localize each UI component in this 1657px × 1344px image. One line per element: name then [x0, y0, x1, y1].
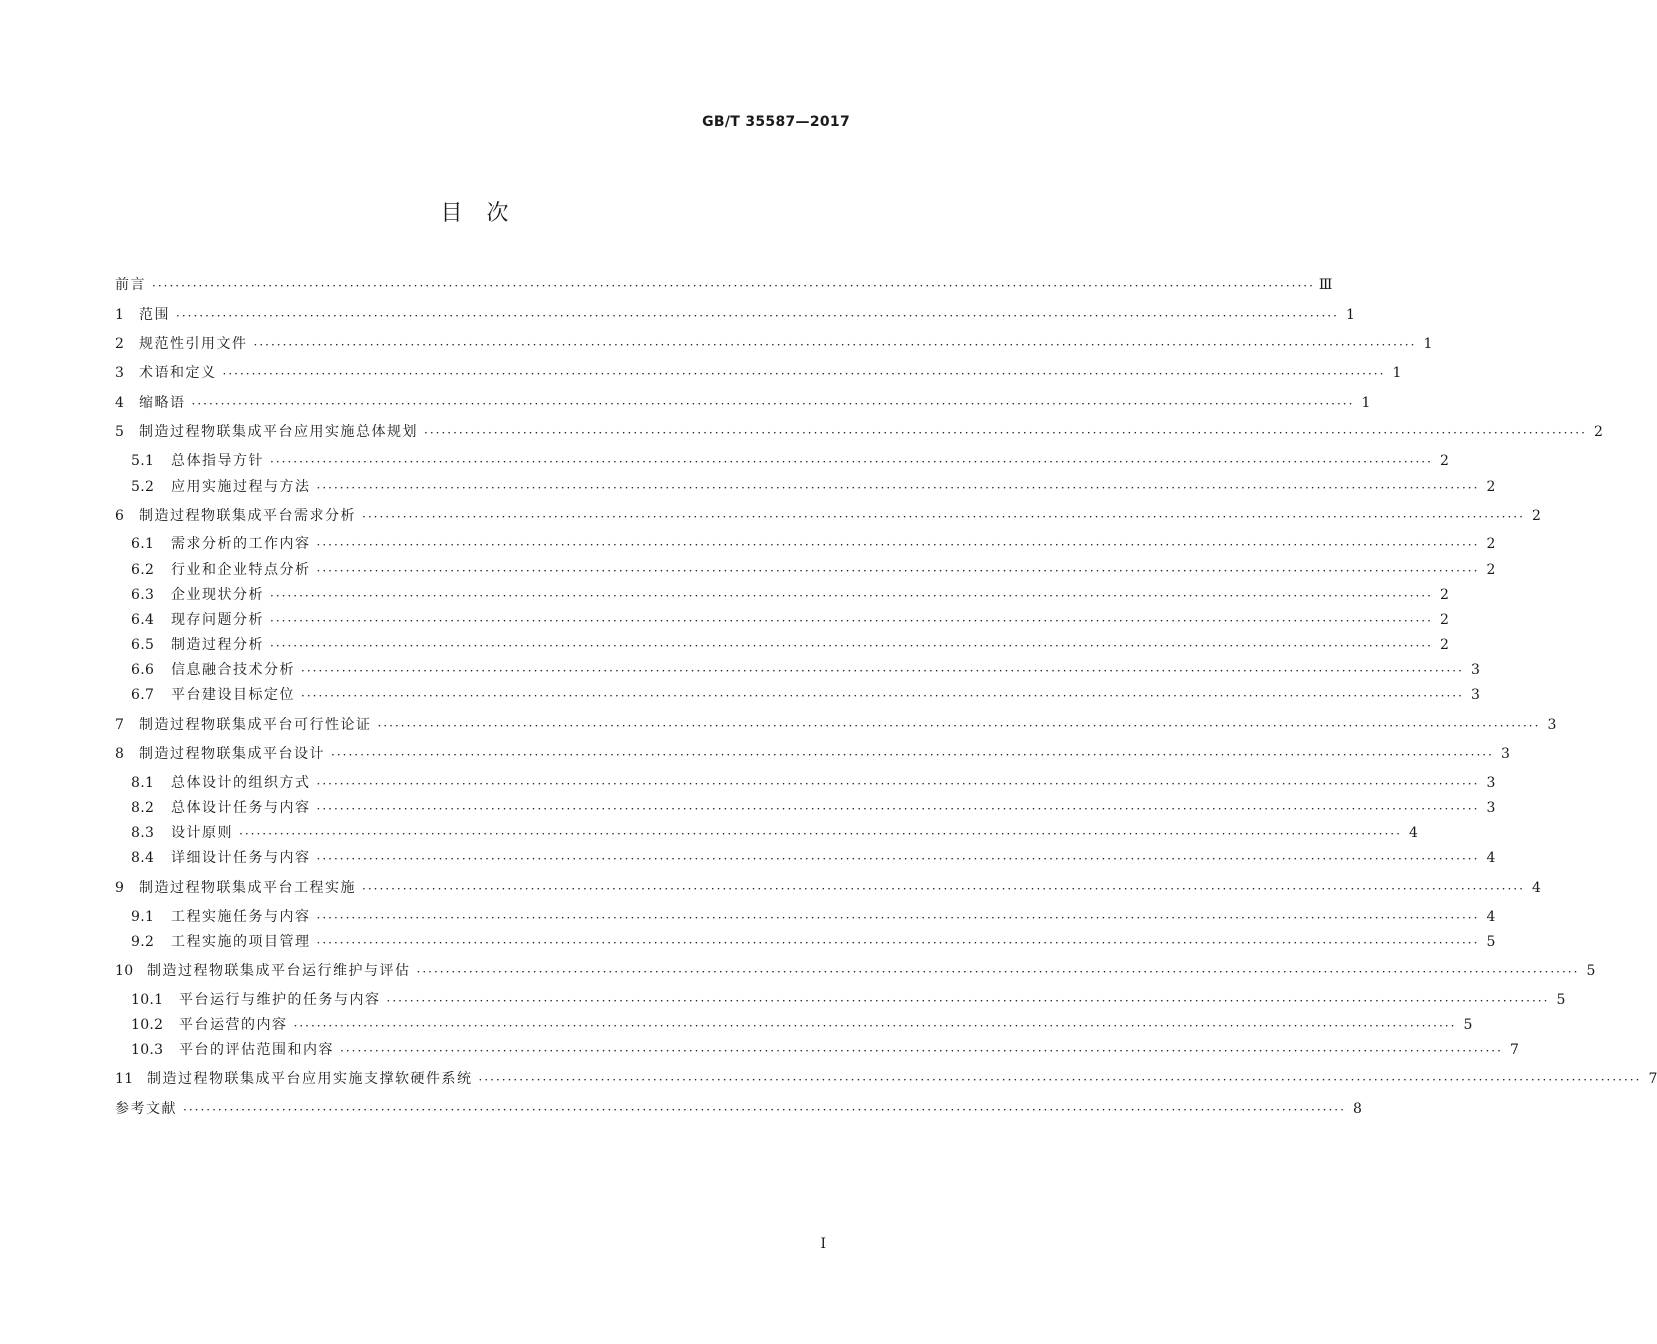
dot-leader: ········································································································································································································: [386, 994, 1550, 1008]
toc-entry-label: 需求分析的工作内容: [171, 536, 311, 552]
toc-entry[interactable]: [131, 474, 1496, 496]
toc-entry-page: 7: [1648, 1071, 1657, 1087]
toc-entry-number: 8.1: [131, 775, 155, 791]
dot-leader: ········································································································································································································: [316, 538, 1480, 552]
toc-entry-page: 3: [1470, 662, 1480, 678]
toc-entry-label: 平台运行与维护的任务与内容: [179, 992, 381, 1008]
standard-code: GB/T 35587—2017: [702, 114, 850, 130]
dot-leader: ········································································································································································································: [270, 455, 1433, 469]
dot-leader: ········································································································································································································: [239, 827, 1402, 841]
dot-leader: ········································································································································································································: [270, 589, 1433, 603]
toc-entry-number: 9.1: [131, 909, 155, 925]
toc-entry-number: 2: [115, 336, 125, 352]
toc-entry[interactable]: [115, 503, 1541, 525]
toc-entry-page: 5: [1556, 992, 1566, 1008]
toc-title: 目 次: [440, 201, 510, 226]
toc-entry-label: 前言: [115, 277, 146, 293]
dot-leader: ········································································································································································································: [222, 367, 1386, 381]
toc-entry-number: 10.1: [131, 992, 164, 1008]
toc-entry[interactable]: [115, 272, 1333, 294]
toc-entry[interactable]: [115, 419, 1603, 441]
toc-entry-label: 制造过程物联集成平台运行维护与评估: [147, 963, 411, 979]
dot-leader: ········································································································································································································: [316, 777, 1480, 791]
dot-leader: ········································································································································································································: [424, 426, 1587, 440]
toc-entry-label: 行业和企业特点分析: [171, 562, 311, 578]
toc-entry-page: 4: [1486, 909, 1496, 925]
toc-entry[interactable]: [131, 904, 1496, 926]
toc-entry-number: 11: [115, 1071, 134, 1087]
toc-entry-page: 4: [1408, 825, 1418, 841]
toc-entry-label: 工程实施的项目管理: [171, 934, 311, 950]
toc-entry[interactable]: [131, 657, 1480, 679]
toc-entry-label: 参考文献: [115, 1101, 177, 1117]
toc-entry-number: 5: [115, 424, 125, 440]
toc-entry[interactable]: [115, 360, 1402, 382]
toc-entry[interactable]: [131, 607, 1449, 629]
dot-leader: ········································································································································································································: [301, 664, 1464, 678]
toc-entry-label: 缩略语: [139, 395, 186, 411]
toc-entry-number: 7: [115, 717, 125, 733]
toc-entry-label: 现存问题分析: [171, 612, 264, 628]
toc-entry-label: 平台的评估范围和内容: [179, 1042, 334, 1058]
dot-leader: ········································································································································································································: [253, 338, 1417, 352]
toc-entry-page: 2: [1439, 612, 1449, 628]
toc-entry-number: 5.2: [131, 479, 155, 495]
dot-leader: ········································································································································································································: [331, 748, 1494, 762]
toc-entry[interactable]: [115, 712, 1557, 734]
dot-leader: ········································································································································································································: [316, 911, 1480, 925]
toc-entry[interactable]: [115, 741, 1510, 763]
toc-entry-number: 6.6: [131, 662, 155, 678]
dot-leader: ········································································································································································································: [270, 639, 1433, 653]
toc-entry[interactable]: [131, 987, 1566, 1009]
page-number: I: [820, 1236, 826, 1252]
toc-entry-page: 2: [1439, 587, 1449, 603]
toc-entry-label: 制造过程分析: [171, 637, 264, 653]
toc-entry-number: 6.4: [131, 612, 155, 628]
toc-entry-label: 总体设计任务与内容: [171, 800, 311, 816]
toc-entry-label: 总体设计的组织方式: [171, 775, 311, 791]
dot-leader: ········································································································································································································: [270, 614, 1433, 628]
toc-entry-number: 10: [115, 963, 134, 979]
dot-leader: ········································································································································································································: [191, 397, 1355, 411]
toc-entry[interactable]: [131, 1012, 1473, 1034]
toc-entry-page: 3: [1486, 800, 1496, 816]
toc-entry-number: 8.2: [131, 800, 155, 816]
toc-entry[interactable]: [131, 845, 1496, 867]
toc-entry-number: 10.2: [131, 1017, 164, 1033]
toc-entry-page: 3: [1486, 775, 1496, 791]
toc-entry-label: 信息融合技术分析: [171, 662, 295, 678]
toc-entry-label: 企业现状分析: [171, 587, 264, 603]
toc-entry-label: 范围: [139, 307, 170, 323]
toc-entry[interactable]: [115, 390, 1371, 412]
toc-entry-number: 6.3: [131, 587, 155, 603]
toc-entry-number: 9: [115, 880, 125, 896]
toc-entry-number: 6.5: [131, 637, 155, 653]
toc-entry[interactable]: [131, 557, 1496, 579]
toc-entry-label: 制造过程物联集成平台可行性论证: [139, 717, 372, 733]
toc-entry-page: 4: [1486, 850, 1496, 866]
toc-entry-number: 1: [115, 307, 125, 323]
toc-entry-number: 6.2: [131, 562, 155, 578]
dot-leader: ········································································································································································································: [301, 689, 1464, 703]
dot-leader: ········································································································································································································: [362, 510, 1525, 524]
toc-entry-number: 6.1: [131, 536, 155, 552]
toc-entry[interactable]: [115, 302, 1355, 324]
dot-leader: ········································································································································································································: [316, 564, 1480, 578]
dot-leader: ········································································································································································································: [176, 309, 1339, 323]
toc-entry-label: 详细设计任务与内容: [171, 850, 311, 866]
toc-entry[interactable]: [131, 682, 1480, 704]
toc-entry-label: 制造过程物联集成平台需求分析: [139, 508, 356, 524]
toc-entry-label: 制造过程物联集成平台工程实施: [139, 880, 356, 896]
toc-entry-number: 8.4: [131, 850, 155, 866]
toc-entry-label: 平台建设目标定位: [171, 687, 295, 703]
toc-entry-page: 5: [1463, 1017, 1473, 1033]
toc-entry[interactable]: [115, 1096, 1362, 1118]
dot-leader: ········································································································································································································: [362, 882, 1525, 896]
toc-entry-label: 设计原则: [171, 825, 233, 841]
toc-entry[interactable]: [115, 331, 1433, 353]
dot-leader: ········································································································································································································: [377, 719, 1541, 733]
toc-entry-page: 3: [1470, 687, 1480, 703]
toc-entry-page: 3: [1500, 746, 1510, 762]
toc-entry-number: 5.1: [131, 453, 155, 469]
toc-entry-label: 制造过程物联集成平台应用实施总体规划: [139, 424, 418, 440]
toc-entry[interactable]: [131, 531, 1496, 553]
toc-entry-label: 应用实施过程与方法: [171, 479, 311, 495]
toc-entry-label: 术语和定义: [139, 365, 217, 381]
toc-entry-page: 2: [1439, 453, 1449, 469]
toc-entry-page: 1: [1392, 365, 1402, 381]
toc-entry[interactable]: [131, 632, 1449, 654]
toc-entry-number: 9.2: [131, 934, 155, 950]
toc-entry[interactable]: [131, 448, 1449, 470]
toc-entry-label: 工程实施任务与内容: [171, 909, 311, 925]
toc-entry-number: 4: [115, 395, 125, 411]
dot-leader: ········································································································································································································: [478, 1073, 1642, 1087]
dot-leader: ········································································································································································································: [183, 1103, 1346, 1117]
toc-entry[interactable]: [131, 929, 1496, 951]
toc-entry-number: 3: [115, 365, 125, 381]
toc-entry-page: 2: [1439, 637, 1449, 653]
dot-leader: ········································································································································································································: [316, 802, 1480, 816]
toc-entry-label: 规范性引用文件: [139, 336, 248, 352]
dot-leader: ········································································································································································································: [316, 852, 1480, 866]
toc-entry[interactable]: [131, 582, 1449, 604]
toc-entry-page: 1: [1361, 395, 1371, 411]
toc-entry-page: 2: [1486, 479, 1496, 495]
dot-leader: ········································································································································································································: [416, 965, 1580, 979]
toc-entry-number: 8: [115, 746, 125, 762]
toc-entry-page: 3: [1547, 717, 1557, 733]
toc-entry-number: 6.7: [131, 687, 155, 703]
toc-entry-page: 7: [1509, 1042, 1519, 1058]
dot-leader: ········································································································································································································: [316, 936, 1480, 950]
dot-leader: ········································································································································································································: [152, 279, 1315, 293]
toc-entry-page: 8: [1352, 1101, 1362, 1117]
toc-entry-page: 2: [1486, 562, 1496, 578]
toc-entry-number: 10.3: [131, 1042, 164, 1058]
toc-entry-page: 5: [1586, 963, 1596, 979]
toc-entry-label: 制造过程物联集成平台应用实施支撑软硬件系统: [147, 1071, 473, 1087]
toc-entry-page: 2: [1593, 424, 1603, 440]
toc-entry-page: 2: [1486, 536, 1496, 552]
toc-entry-page: 2: [1531, 508, 1541, 524]
toc-entry-page: 5: [1486, 934, 1496, 950]
toc-entry-number: 6: [115, 508, 125, 524]
toc-entry-page: Ⅲ: [1318, 277, 1333, 293]
toc-entry-label: 总体指导方针: [171, 453, 264, 469]
toc-entry[interactable]: [115, 958, 1596, 980]
toc-entry-page: 1: [1423, 336, 1433, 352]
toc-entry-label: 平台运营的内容: [179, 1017, 288, 1033]
toc-entry-number: 8.3: [131, 825, 155, 841]
toc-entry-page: 1: [1345, 307, 1355, 323]
toc-entry[interactable]: [131, 1037, 1519, 1059]
dot-leader: ········································································································································································································: [316, 481, 1480, 495]
toc-entry-label: 制造过程物联集成平台设计: [139, 746, 325, 762]
toc-entry[interactable]: [131, 795, 1496, 817]
toc-entry[interactable]: [115, 875, 1541, 897]
toc-entry[interactable]: [115, 1066, 1657, 1088]
toc-entry[interactable]: [131, 820, 1418, 842]
toc-entry-page: 4: [1531, 880, 1541, 896]
dot-leader: ········································································································································································································: [340, 1044, 1503, 1058]
dot-leader: ········································································································································································································: [293, 1019, 1457, 1033]
toc-entry[interactable]: [131, 770, 1496, 792]
